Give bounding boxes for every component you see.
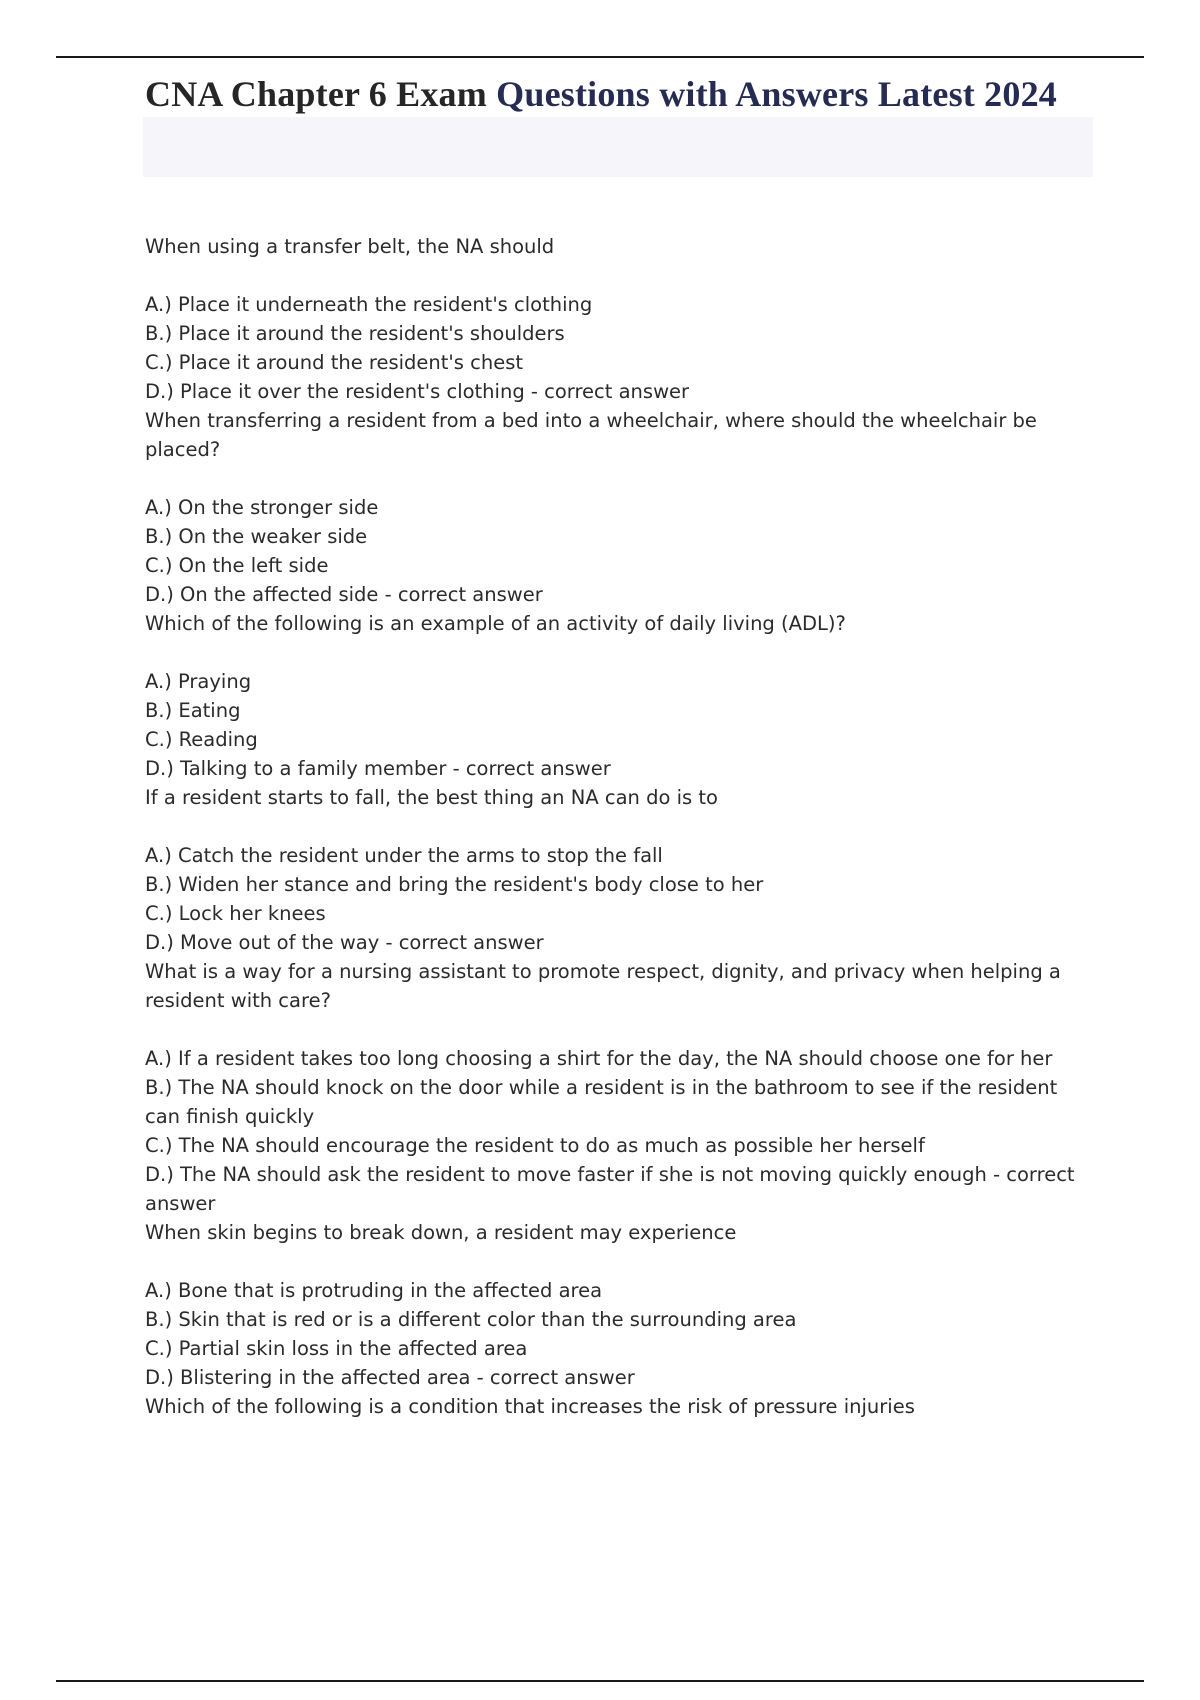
title-band [143, 117, 1093, 177]
answer-option: C.) The NA should encourage the resident to do as much as possible her herself [145, 1134, 925, 1157]
answer-option-correct: D.) Blistering in the affected area - correct answer [145, 1366, 635, 1389]
answer-option: B.) The NA should knock on the door while a resident is in the bathroom to see if the resident can finish quickly [145, 1076, 1058, 1128]
answer-options [145, 841, 1085, 957]
top-rule [56, 56, 1144, 58]
question-text: What is a way for a nursing assistant to promote respect, dignity, and privacy when helping a resident with care? [145, 960, 1061, 1012]
answer-options [145, 1044, 1085, 1218]
answer-option: B.) On the weaker side [145, 525, 368, 548]
question-text: When transferring a resident from a bed into a wheelchair, where should the wheelchair be placed? [145, 409, 1037, 461]
answer-options [145, 1276, 1085, 1392]
answer-option: C.) On the left side [145, 554, 329, 577]
question-text: When using a transfer belt, the NA should [145, 235, 555, 258]
answer-option-correct: D.) The NA should ask the resident to move faster if she is not moving quickly enough - correct answer [145, 1163, 1075, 1215]
answer-option-correct: D.) Move out of the way - correct answer [145, 931, 544, 954]
answer-option: C.) Place it around the resident's chest [145, 351, 524, 374]
answer-option: B.) Eating [145, 699, 241, 722]
bottom-rule [56, 1680, 1144, 1682]
question-text: If a resident starts to fall, the best thing an NA can do is to [145, 786, 718, 809]
answer-options [145, 667, 1085, 783]
answer-options [145, 290, 1085, 406]
answer-option: C.) Reading [145, 728, 258, 751]
answer-option: A.) Bone that is protruding in the affected area [145, 1279, 603, 1302]
answer-option: B.) Widen her stance and bring the resident's body close to her [145, 873, 764, 896]
title-part-1: CNA Chapter 6 Exam [145, 74, 497, 114]
question-block-6 [145, 1218, 1085, 1392]
answer-option-correct: D.) Place it over the resident's clothing - correct answer [145, 380, 690, 403]
answer-option-correct: D.) On the affected side - correct answer [145, 583, 543, 606]
question-block-5 [145, 957, 1085, 1218]
question-text: Which of the following is an example of an activity of daily living (ADL)? [145, 612, 846, 635]
question-block-2 [145, 406, 1085, 609]
trailing-question-text: Which of the following is a condition that increases the risk of pressure injuries [145, 1395, 915, 1418]
document-title [145, 72, 1057, 116]
answer-option: A.) Praying [145, 670, 252, 693]
question-text: When skin begins to break down, a resident may experience [145, 1221, 737, 1244]
answer-option-correct: D.) Talking to a family member - correct answer [145, 757, 611, 780]
answer-option: A.) Place it underneath the resident's clothing [145, 293, 593, 316]
answer-option: C.) Lock her knees [145, 902, 326, 925]
question-block-3 [145, 609, 1085, 783]
answer-option: A.) If a resident takes too long choosing a shirt for the day, the NA should choose one for her [145, 1047, 1053, 1070]
question-content [145, 232, 1085, 1450]
title-part-2: Questions with Answers Latest 2024 [496, 74, 1057, 114]
answer-option: B.) Skin that is red or is a different color than the surrounding area [145, 1308, 797, 1331]
answer-option: B.) Place it around the resident's shoulders [145, 322, 565, 345]
question-block-4 [145, 783, 1085, 957]
answer-option: C.) Partial skin loss in the affected area [145, 1337, 528, 1360]
answer-options [145, 493, 1085, 609]
answer-option: A.) On the stronger side [145, 496, 379, 519]
answer-option: A.) Catch the resident under the arms to stop the fall [145, 844, 663, 867]
question-block-1 [145, 232, 1085, 406]
